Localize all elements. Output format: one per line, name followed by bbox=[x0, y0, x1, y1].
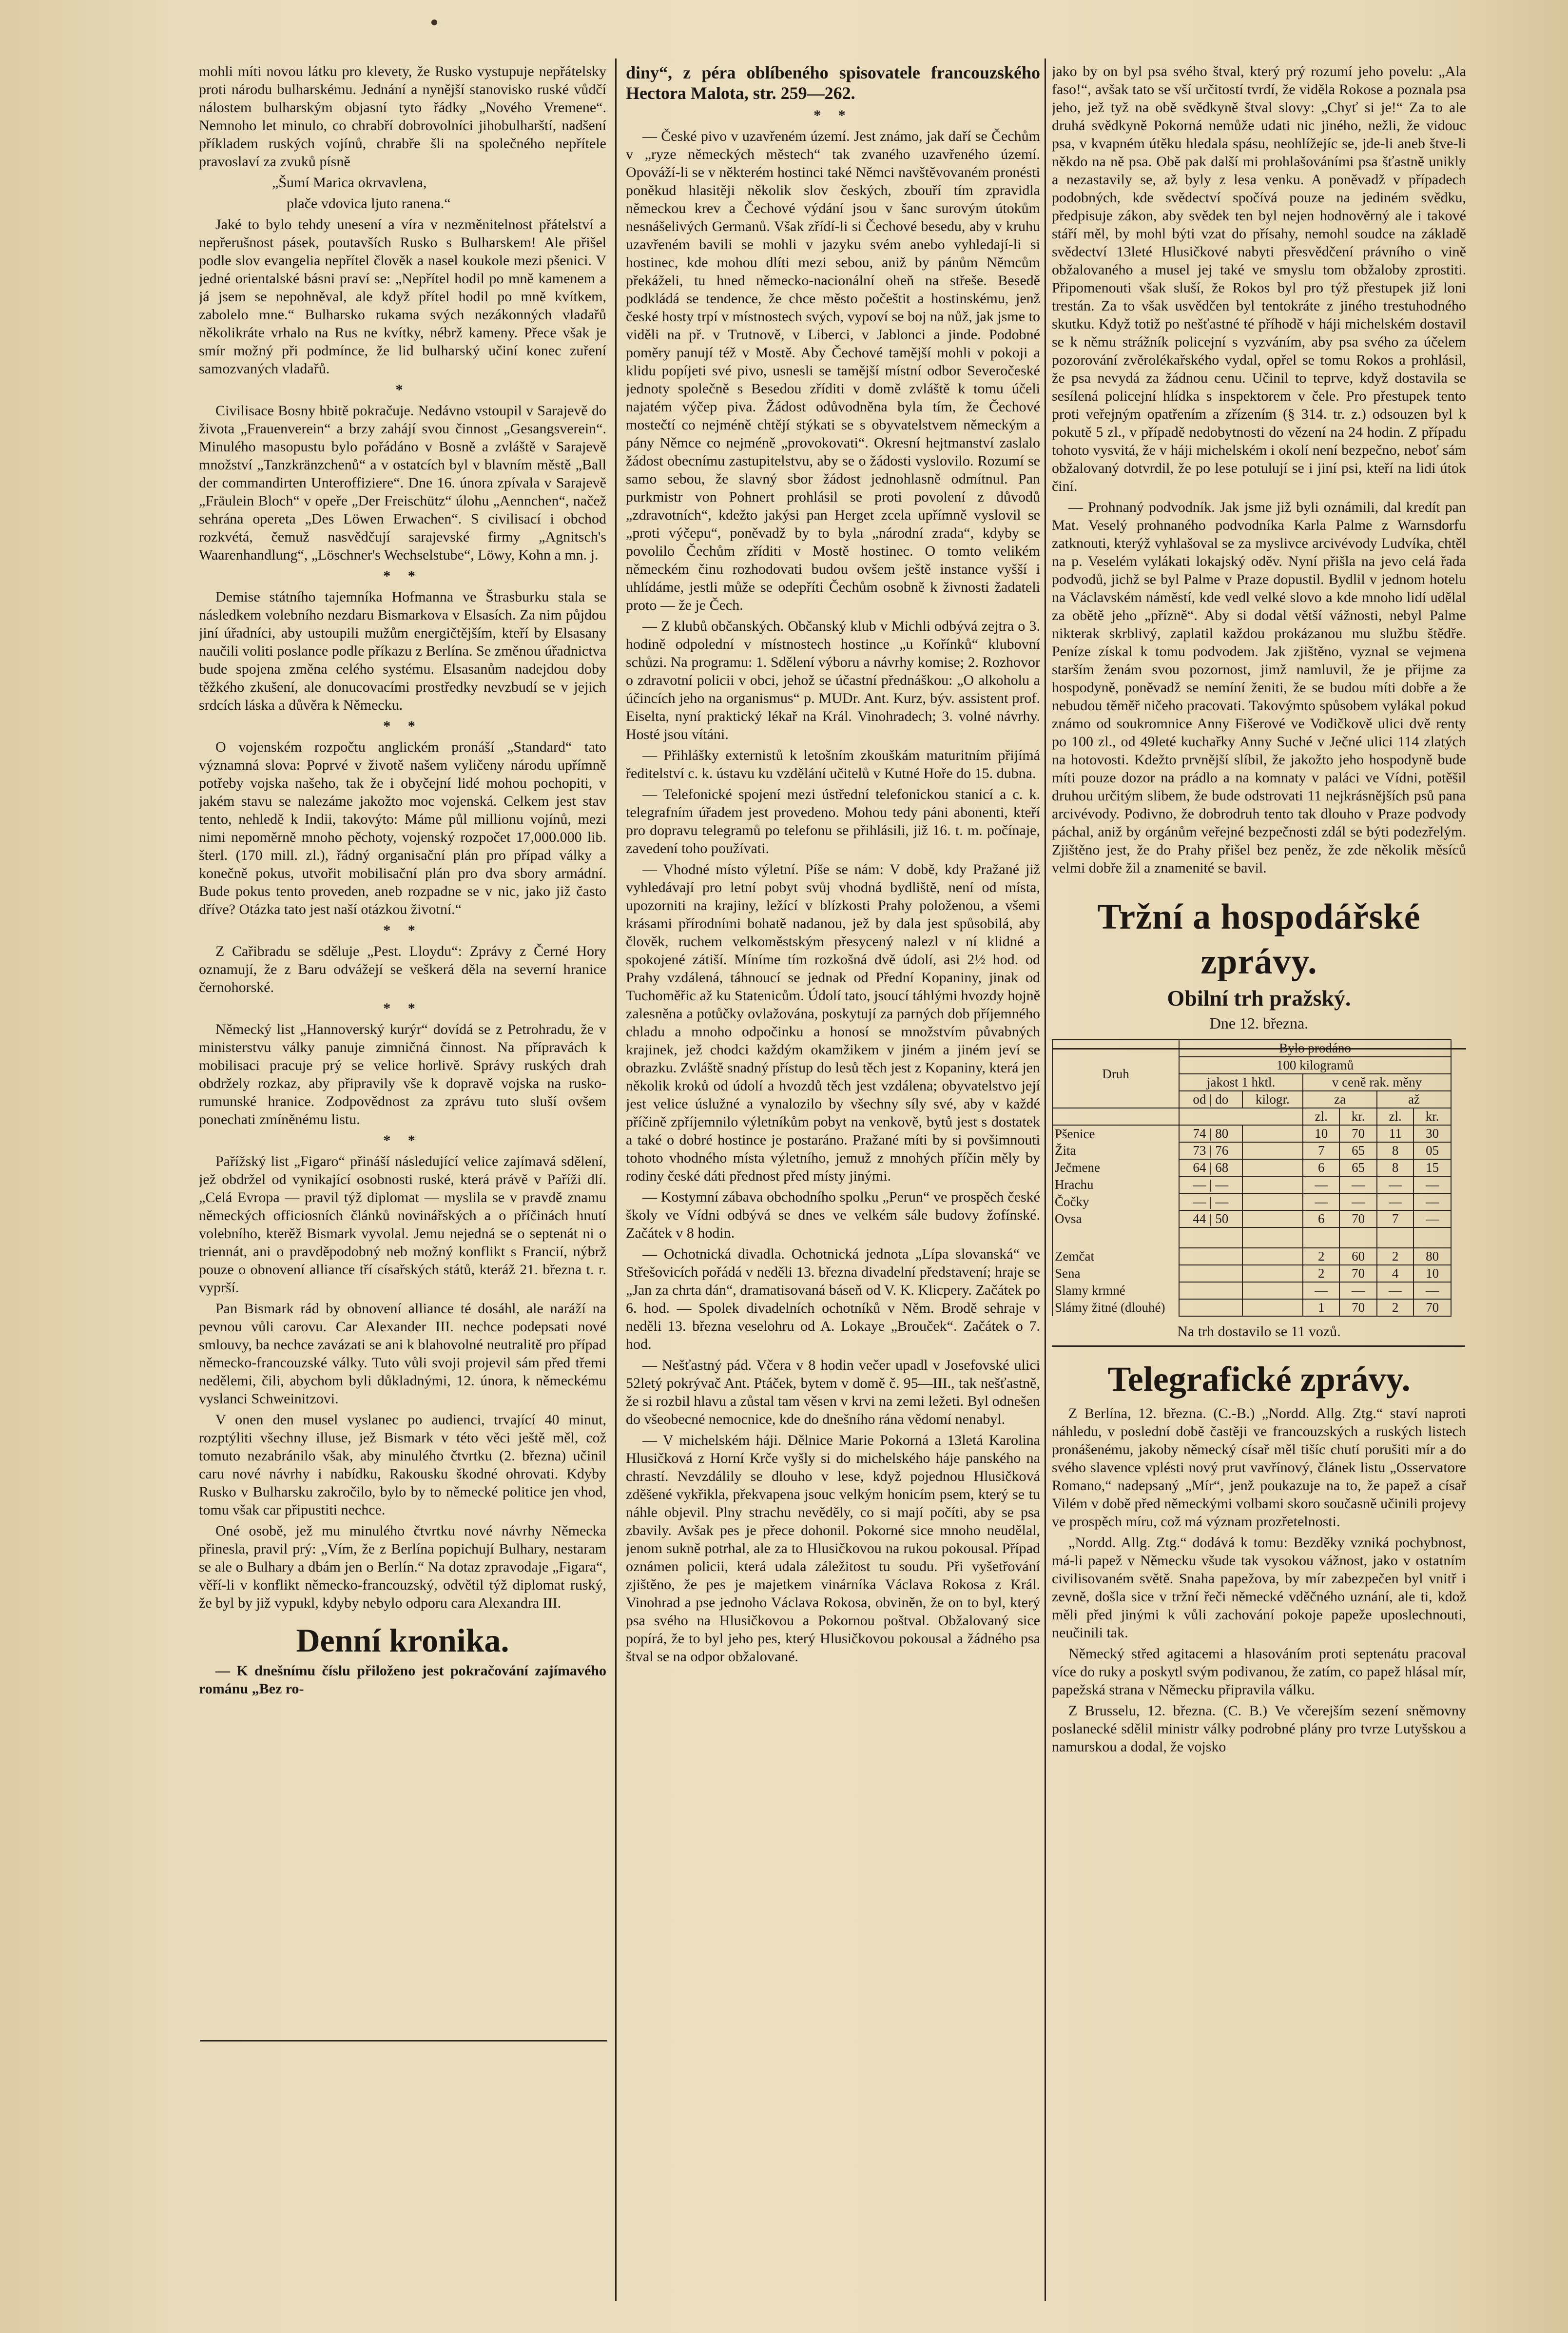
separator-asterisks: * * bbox=[383, 718, 422, 734]
article-nordd: „Nordd. Allg. Ztg.“ dodává k tomu: Bezděky vzniká pochybnost, má-li papež v Německu všude tak vysokou vážnost, jako v ostatním civilisovaném světě. Snaha papežova, by mír zabezpečen byl vnitř i zevně, došla sice v tržní řeči německé vděčného uznání, ale ti, kdož měli před jinými k vůli zachování pokoje papeže uposlechnouti, neučinili tak. bbox=[1052, 1535, 1466, 1641]
table-cell: 10 bbox=[1303, 1125, 1339, 1142]
article-hannover: Německý list „Hannoverský kurýr“ dovídá se z Petrohradu, že v ministerstvu války panuje zimničná činnost. Na přípravách k mobilisaci pracuje prý se velice horlivě. Správy ruských drah obdržely rozkaz, aby připravily vše k dopravě vojska na rusko-rumunské hranice. Zodpovědnost za zprávu tuto sluší ovšem ponechati zmíněnému listu. bbox=[199, 1021, 606, 1128]
article-divadla: — Ochotnická divadla. Ochotnická jednota „Lípa slovanská“ ve Střešovicích pořádá v neděli 13. března divadelní představení; hraje se „Jan za chrta dán“, dramatisovaná báseň od V. K. Klicpery. Začátek po 6. hod. — Spolek divadelních ochotníků v Něm. Brodě sehraje v neděli 13. března veselohru od A. Lokaye „Brouček“. Začátek o 7. hod. bbox=[626, 1246, 1040, 1352]
table-cell: — bbox=[1339, 1282, 1377, 1299]
column-2 bbox=[626, 62, 1040, 2285]
table-cell-value: 73 bbox=[1193, 1143, 1206, 1158]
table-cell: 6 bbox=[1303, 1159, 1339, 1176]
article-figaro: Pařížský list „Figaro“ přináší následující velice zajímavá sdělení, jež obdržel od vynikající osobnosti ruské, která právě v Paříži dlí. „Celá Evropa — pravil týž diplomat — myslila se v pravdě znamu německých officiosních článků novinářských a o příčinách hnutí volebního, kterěž Bismark vyvolal. Jemu nejedná se o septenát ni o triennát, ani o pravděpodobný neb možný konflikt s Francií, nýbrž pouze o obnovení alliance tří císařských států, kteráž 21. března t. r. vyprší. bbox=[199, 1153, 606, 1296]
article-stred: Německý střed agitacemi a hlasováním proti septenátu pracoval více do ruky a poskytl svým podivanou, že zatím, co papež hlásal mír, papežská strana v Německu připravila válku. bbox=[1052, 1646, 1466, 1698]
article-text: Oné osobě, jež mu minulého čtvrtku nové návrhy Německa přinesla, pravil prý: „Vím, že z Berlína popichují Bulhary, nestaram se ale o Bulhary a dbám jen o Berlín.“ Na dotaz zpravodaje „Figara“, věří-li v konflikt německo-francouzský, odvětil týž diplomat ruský, že byl by již vypukl, kdyby nebylo odporu cara Alexandra III. bbox=[199, 1523, 606, 1611]
table-cell: 15 bbox=[1413, 1159, 1451, 1176]
table-cell bbox=[1242, 1142, 1303, 1159]
table-cell-value: — bbox=[1193, 1194, 1206, 1209]
table-header: Bylo prodáno bbox=[1179, 1040, 1451, 1057]
article-text: Pan Bismark rád by obnovení alliance té dosáhl, ale naráží na pevnou vůli carovu. Car Alexander III. nechce podepsati nové smlouvy, ba nechce zavázati se ani k blahovolné neutralitě pro případ německo-francouzské války. Tuto vůli svoji projevil sám před třemi nedělemi, čili, abychom byli důkladnými, 12. února, k německému vyslanci Schweinitzovi. bbox=[199, 1301, 606, 1407]
table-cell-value: 50 bbox=[1215, 1211, 1229, 1226]
table-cell: — bbox=[1339, 1176, 1377, 1193]
table-cell-value: — bbox=[1193, 1177, 1206, 1192]
table-row bbox=[1052, 1193, 1451, 1210]
table-header: jakost 1 hktl. bbox=[1179, 1074, 1303, 1091]
table-cell: 8 bbox=[1377, 1159, 1413, 1176]
article-podvodnik: — Prohnaný podvodník. Jak jsme již byli oznámili, dal kredít pan Mat. Veselý prohnaného podvodníka Karla Palme z Warnsdorfu zatknouti, kterýž vyhlašoval se za myslivce arcivévody Ludvíka, chtěl na p. Veselém vylákati lokajský oděv. Nyní přišla na jevo celá řada podvodů, jichž se byl Palme v Praze dopustil. Bydlil v jednom hotelu na Václavském náměstí, kde vedl velké slovo a kde mnoho lidí udělal za obětě jeho „přízně“. Aby si dodal větší vážnosti, nebyl Palme nikterak skrblivý, zaplatil každou prokázanou mu službu štědře. Peníze získal k tomu podvodem. Jak zjištěno, vyznal se vejmena starším ženám svou pozornost, jimž namluvil, že je přijme za hospodyně, poněvadž se nemíní ženiti, že se budou míti dobře a že nebudou těměř ničeho pracovati. Takovýmto spůsobem vylákal pokud známo od soukromnice Anny Fišerové ve Vodičkově ulici dvě renty po 100 zl., od 49leté kuchařky Anny Suché v Ječné ulici 114 zlatých na hotovosti. Kdežto prvnější slíbil, že jakožto jeho hospodyně bude míti pouze dozor na prádlo a na komnaty v paláci ve Vídni, potěšil druhou určitým slibem, že bude odstrovati 11 nejkrásnějších psů pana arcivévody. Podivno, že dobrodruh tento tak dlouho v Praze podvody páchal, aniž by orgánům veřejné bezpečnosti zdál se býti podezřelým. Zjištěno jest, že do Prahy přišel bez peněz, že zde několik měsíců velmi dobře žil a znamenité se bavil. bbox=[1052, 499, 1466, 876]
table-cell bbox=[1242, 1159, 1303, 1176]
table-cell: 8 bbox=[1377, 1142, 1413, 1159]
article-text: jako by on byl psa svého štval, který prý rozumí jeho povelu: „Ala faso!“, avšak tato se vší určitostí tvrdí, že viděla Rokose a poznala psa jeho, jež tyž na obě svědkyně štval slovy: „Chyť si je!“ Za to ale druhá svědkyně Pokorná nemůže udati nic jiného, nežli, že vidouc psa, v kvapném útěku hledala spásu, neohlížejíc se, jde-li aneb štve-li někdo na ně psa. Obě pak další mi prohlašováními psa šťastně unikly a nezastavily se, až byly z lesa venku. A poněvadž v případech podobných, kde svědectví spočívá pouze na jediném svědku, předpisuje zákon, aby svědek ten byl nejen hodnověrný ale i takové stáří měl, by mohl býti vzat do přísahy, nemohl soudce na základě svědectví 13leté Hlusičkové nabyti přesvědčení právního o vině obžalovaného a musel jej také ve smyslu tom obžaloby zprostiti. Připomenouti však sluší, že Rokos byl pro týž přestupek již loni trestán. Za to však usvědčen byl tentokráte z jiného trestuhodného skutku. Když totiž po nešťastné té příhodě v háji michelském dostavil se k němu strážník policejní s vyzváním, aby psa svého za účelem pozorování zvěrolékařského vydal, opřel se tomu Rokos a prohlásil, že psa nevydá za žádnou cenu. Učinil to teprve, když dostavila se sesílená policejní hlídka s inspektorem v čele. Pro přestupek tento proti veřejným opatřením a zřízením (§ 314. tr. z.) odsouzen byl k pokutě 5 zl., v případě nedobytnosti do vězení na 24 hodin. Z případu tohoto vysvitá, že v háji michelském i okolí není bezpečno, neboť sám obžalovaný dotvrdil, že po lese potulují se i jiní psi, kteří na lidi útok činí. bbox=[1052, 63, 1466, 494]
table-cell: Pšenice bbox=[1052, 1125, 1179, 1142]
table-cell: 2 bbox=[1377, 1248, 1413, 1265]
section-title-trzni: Tržní a hospodářské zprávy. bbox=[1097, 897, 1421, 982]
article-pad: — Nešťastný pád. Včera v 8 hodin večer upadl v Josefovské ulici 52letý pokrývač Ant. Ptáček, bytem v domě č. 95—III., tak nešťastně, že si rozbil hlavu a zůstal tam věsen v krvi na zemi ležeti. Byl odnešen do všeobecné nemocnice, kde do dnešního rána vědomí nenabyl. bbox=[626, 1357, 1040, 1427]
table-cell: Ovsa bbox=[1052, 1210, 1179, 1227]
table-cell: 70 bbox=[1413, 1299, 1451, 1316]
article-hofmann: Demise státního tajemníka Hofmanna ve Štrasburku stala se následkem volebního nezdaru Bismarkova v Elsasích. Za nim půjdou jiní úřadníci, aby ustoupili mužům energičtějším, kteří by Elsasany naučili voliti poslance podle příkazu z Berlína. Se změnou úřadnictva bude spojena změna celého systému. Elsasanům nadejdou doby těžkého zkušení, ale donucovacími prostředky nevzbudí se v jejich srdcích láska a důvěra k Německu. bbox=[199, 589, 606, 713]
table-cell: — bbox=[1303, 1193, 1339, 1210]
table-cell-value: — bbox=[1215, 1194, 1229, 1209]
table-cell: 1 bbox=[1303, 1299, 1339, 1316]
table-header: zl. bbox=[1377, 1108, 1413, 1125]
column-1 bbox=[199, 62, 606, 2266]
table-cell bbox=[1179, 1248, 1242, 1265]
column-rule-2 bbox=[1045, 58, 1046, 2301]
separator-asterisks: * * bbox=[383, 922, 422, 938]
article-vyletni-misto: — Vhodné místo výletní. Píše se nám: V době, kdy Pražané již vyhledávají pro letní pobyt svůj vhodná bydliště, není od místa, upozorniti na krajiny, ležící v blízkosti Prahy položenou, a všemi krásami přírodními bohatě nadanou, jež by dala jest spůsobilá, aby člověk, ruchem velkoměstským přesycený nalezl v ní klidné a spokojené zátiší. Míníme tím rozkošná dvě údolí, asi 2½ hod. od Prahy vzdálená, táhnoucí se jednak od Přední Kopaniny, jinak od Tuchoměřic až ku Statenicům. Údolí tato, jsoucí táhlými hvozdy hojně zalesněna a potůčky ovlažována, poskytují za parných dob příjemného chladu a mnoho odpočinku a honosí se množstvím půvabných krajinek, jež chodci každým okamžikem v jiném a jiném jeví se obrazku. Zvláště snadný přístup do lesů těch jest z Kopaniny, která jen několik kroků od údolí a hvozdů těch jest vzdálena; obyvatelstvo její jest velice úslužné a vynalozilo by všechny síly své, aby v každé příčině zpříjemnilo výletníkům pobyt na venkově, bytů jest s dostatek a také o dobré hostince je postaráno. Pražané míti by si povšimnouti tohoto vhodného místa výletního, jemuž z mnohých příčin měly by rodiny české dáti přednost před místy jinými. bbox=[626, 861, 1040, 1184]
table-header bbox=[1052, 1108, 1179, 1125]
market-subtitle: Obilní trh pražský. bbox=[1167, 986, 1351, 1011]
table-cell: 65 bbox=[1339, 1142, 1377, 1159]
table-cell-value: 68 bbox=[1215, 1160, 1229, 1175]
section-title-telegraficke: Telegrafické zprávy. bbox=[1107, 1360, 1411, 1399]
article-telefon: — Telefonické spojení mezi ústřední telefonickou stanicí a c. k. telegrafním úřadem jest provedeno. Mohou tedy páni abonenti, kteří pro dopravu telegramů po telefonu se přihlásili, již 16. t. m. počínaje, zavedení toho používati. bbox=[626, 786, 1040, 856]
table-cell bbox=[1179, 1265, 1242, 1282]
table-cell bbox=[1242, 1125, 1303, 1142]
article-text: Jaké to bylo tehdy unesení a víra v nezměnitelnost přátelství a nepřerušnost pásek, poutavších Rusko s Bulharskem! Ale přišel podle slov evangelia nepřítel člověk a nasel koukole mezi pšenici. V jedné orientalské básni praví se: „Nepřítel hodil po mně kamenem a já jsem se nepohněval, ale když přítel hodil po mně kvítkem, zabolelo mne.“ Bulharsko rukama svých nezákonných vladařů několikráte vrhalo na Rus ne kvítky, nébrž kameny. Přece však je smír možný při podmínce, že lid bulharský učiní konec zuření samozvaných vladařů. bbox=[199, 216, 606, 377]
article-berlin: Z Berlína, 12. března. (C.-B.) „Nordd. Allg. Ztg.“ staví naproti náhledu, v poslední době častěji ve francouzských a ruských listech pronášenému, jakoby německý císař měl tišíc chutí porušiti mír a do svého slavence vplésti nový prut vavřínový, článek listu „Osservatore Romano,“ nadepsaný „Mír“, jenž poukazuje na to, že papež a císař Vilém v době před německými volbami skoro současně učinili projevy ve prospěch míru, což má význam prozřetelnosti. bbox=[1052, 1405, 1466, 1530]
table-cell: 74 | 80 bbox=[1179, 1125, 1242, 1142]
table-cell: Zemčat bbox=[1052, 1248, 1179, 1265]
table-cell: 2 bbox=[1303, 1248, 1339, 1265]
table-cell: 05 bbox=[1413, 1142, 1451, 1159]
article-michelsky-haj: — V michelském háji. Dělnice Marie Pokorná a 13letá Karolina Hlusičková z Horní Krče vyšly si do michelského háje panského na chrastí. Nevzdálily se dlouho v lese, když pojednou Hlusičková zděšené vykřikla, překvapena jsouc velkým honicím psem, který se tu náhle objevil. Plny strachu nevěděly, co si mají počíti, aby se psa zbavily. Avšak pes je přece dohonil. Pokorné sice mnoho neudělal, jenom sukně potrhal, ale za to Hlusičkovou na rukou pokousal. Případ oznámen policii, která udala záležitost tu soudu. Při vyšetřování zjištěno, že pes je majetkem vinárníka Václava Rokosa z Král. Vinohrad a pse jednoho Václava Rokosa, obviněn, že on to byl, který psa svého na Hlusičkovou a Pokornou poštval. Obžalovaný sice popírá, že to byl jeho pes, který Hlusičkovou pokousal a žádného psa štval se na odpor obžalované. bbox=[626, 1432, 1040, 1665]
table-header: až bbox=[1377, 1091, 1451, 1108]
table-cell-value: — bbox=[1215, 1177, 1229, 1192]
table-header bbox=[1179, 1108, 1303, 1125]
table-row bbox=[1052, 1142, 1451, 1159]
table-row bbox=[1052, 1248, 1451, 1265]
table-cell: 7 bbox=[1303, 1142, 1339, 1159]
separator-asterisks: * * bbox=[383, 1000, 422, 1016]
table-cell: — bbox=[1413, 1282, 1451, 1299]
column-3 bbox=[1052, 62, 1466, 2285]
table-cell: 65 bbox=[1339, 1159, 1377, 1176]
table-cell: 70 bbox=[1339, 1299, 1377, 1316]
table-cell: 10 bbox=[1413, 1265, 1451, 1282]
table-cell: — bbox=[1303, 1176, 1339, 1193]
article-prihlasky: — Přihlášky externistů k letošním zkouškám maturitním přijímá ředitelství c. k. ústavu ku vzdělání učitelů v Kutné Hoře do 15. dubna. bbox=[626, 747, 1040, 781]
table-row bbox=[1052, 1265, 1451, 1282]
table-cell: Žita bbox=[1052, 1142, 1179, 1159]
table-row bbox=[1052, 1176, 1451, 1193]
table-cell bbox=[1242, 1248, 1303, 1265]
table-cell: 2 bbox=[1377, 1299, 1413, 1316]
table-header: 100 kilogramů bbox=[1179, 1057, 1451, 1074]
table-header: od | do bbox=[1179, 1091, 1242, 1108]
table-cell-value: 80 bbox=[1215, 1126, 1229, 1141]
separator-asterisks: * * bbox=[383, 1132, 422, 1148]
table-cell: 30 bbox=[1413, 1125, 1451, 1142]
market-note: Na trh dostavilo se 11 vozů. bbox=[1177, 1323, 1341, 1340]
table-cell: — bbox=[1413, 1176, 1451, 1193]
table-row bbox=[1052, 1125, 1451, 1142]
table-header: za bbox=[1303, 1091, 1377, 1108]
separator-asterisk: * bbox=[395, 382, 410, 398]
article-ceske-pivo: — České pivo v uzavřeném území. Jest známo, jak daří se Čechům v „ryze německých městech“ tak zvaného uzavřeného území. Opováží-li se v některém hostinci také Němci navštěvovaném pronésti poněkud hlasitěji několik slov českých, zbouří tím zpravidla německou krev a Čechové výdání jsou v šanc surovým útokům nesnášelivých Germanů. Však zřídí-li si Čechové besedu, aby v kruhu uzavřeném bavili se mohli v jazyku svém anebo vyhledají-li si hostinec, kde mohou dlíti mezi sebou, aniž by pánům Němcům překáželi, tu hned německo-nacionální oheň na střeše. Besedě podkládá se tendence, že chce město počeštit a hostinskému, jenž české hosty trpí v místnostech svých, vypoví se boj na nůž, jak jsme to viděli na př. v Trutnově, v Liberci, v Jablonci a jinde. Podobné poměry panují též v Mostě. Aby Čechové tamější mohli v pokoji a klidu popíjeti své pivo, usnesli se tamější místní odbor Severočeské jednoty společně s Besedou zříditi v domě zvláště k tomu účeli najatém výčep piva. Žádost odůvodněna byla tím, že Čechové mostečtí co nejméně chtějí stýkati se s obyvatelstvem německým a pány Němce co nejméně „provokovati“. Okresní hejtmanství zaslalo žádost obecnímu zastupitelstvu, aby se o žádosti vyslovilo. Rozumí se samo sebou, že slavný sbor žádost jednohlasně odmítnul. Pan purkmistr von Pohnert prohlásil se proti povolení z důvodů „zdravotních“, kdežto jakýsi pan Herget zcela upřímně vyslovil se „proti výčepu“, poněvadž by to byla „národní zrada“, kdyby se povolilo Čechům zříditi v Mostě hostinec. O tomto velikém německém činu rozhodovati budou ovšem ještě instance vyšší i uhlídáme, jestli může se odepříti Čechům osobně k živnosti žadateli proto — že je Čech. bbox=[626, 128, 1040, 613]
table-cell: 4 bbox=[1377, 1265, 1413, 1282]
table-cell bbox=[1242, 1193, 1303, 1210]
table-cell: Čočky bbox=[1052, 1193, 1179, 1210]
table-cell: 70 bbox=[1339, 1265, 1377, 1282]
table-cell bbox=[1179, 1299, 1242, 1316]
article-text: mohli míti novou látku pro klevety, že Rusko vystupuje nepřátelsky proti národu bulharskému. Jednání a nynější stanovisko ruské vůdčí nálostem bulharským objasní tyto řádky „Nového Vremene“. Nemnoho let minulo, co chrabří dobrovolníci jihobulharští, nadšení příkladem ruských vojínů, chrabře šli na společného nepřítele pravoslaví za zvuků písně bbox=[199, 63, 606, 170]
table-cell bbox=[1242, 1210, 1303, 1227]
article-text: diny“, z péra oblíbeného spisovatele francouzského Hectora Malota, str. 259—262. bbox=[626, 63, 1040, 103]
table-cell bbox=[1242, 1299, 1303, 1316]
table-cell: — bbox=[1377, 1176, 1413, 1193]
table-header: kr. bbox=[1339, 1108, 1377, 1125]
separator-asterisks: * * bbox=[813, 107, 852, 123]
table-cell: 64 | 68 bbox=[1179, 1159, 1242, 1176]
table-cell: — bbox=[1339, 1193, 1377, 1210]
table-cell: 2 bbox=[1303, 1265, 1339, 1282]
table-cell: — bbox=[1413, 1193, 1451, 1210]
separator-asterisks: * * bbox=[383, 568, 422, 584]
table-cell: 6 bbox=[1303, 1210, 1339, 1227]
article-brussel: Z Brusselu, 12. března. (C. B.) Ve včerejším sezení sněmovny poslanecké sdělil ministr války podrobné plány pro tvrze Lutyšskou a namurskou a dodal, že vojsko bbox=[1052, 1703, 1466, 1755]
table-cell: 11 bbox=[1377, 1125, 1413, 1142]
table-cell bbox=[1242, 1176, 1303, 1193]
table-cell: — bbox=[1413, 1210, 1451, 1227]
section-title-denni-kronika: Denní kronika. bbox=[296, 1622, 509, 1659]
table-cell: — bbox=[1377, 1282, 1413, 1299]
table-cell: — bbox=[1377, 1193, 1413, 1210]
poem-line: „Šumí Marica okrvavlena, bbox=[272, 175, 427, 191]
table-header: kr. bbox=[1413, 1108, 1451, 1125]
table-cell: 70 bbox=[1339, 1125, 1377, 1142]
table-cell: — | — bbox=[1179, 1176, 1242, 1193]
table-cell bbox=[1179, 1282, 1242, 1299]
table-cell: 70 bbox=[1339, 1210, 1377, 1227]
table-header: zl. bbox=[1303, 1108, 1339, 1125]
grain-price-table bbox=[1052, 1039, 1452, 1317]
table-row bbox=[1052, 1299, 1451, 1316]
table-cell bbox=[1242, 1265, 1303, 1282]
table-cell-value: 74 bbox=[1193, 1126, 1206, 1141]
article-text: — K dnešnímu číslu přiloženo jest pokračování zajímavého románu „Bez ro- bbox=[199, 1663, 606, 1697]
article-caribrod: Z Cařibradu se sděluje „Pest. Lloydu“: Zprávy z Černé Hory oznamují, že z Baru odvážejí se veškerá děla na severní hranice černohorské. bbox=[199, 943, 606, 995]
table-cell: Hrachu bbox=[1052, 1176, 1179, 1193]
market-date: Dne 12. března. bbox=[1209, 1014, 1309, 1032]
table-cell-value: 76 bbox=[1215, 1143, 1229, 1158]
table-cell: 7 bbox=[1377, 1210, 1413, 1227]
table-cell bbox=[1242, 1282, 1303, 1299]
article-civilisace-bosny: Civilisace Bosny hbitě pokračuje. Nedávno vstoupil v Sarajevě do života „Frauenverein“ a brzy zahájí svou činnost „Gesangsverein“. Minulého masopustu bylo pořádáno v Bosně a zvláště v Sarajevě množství „Tanzkränzchenů“ a v ostatcích byl v blavním městě „Ball der commandirten Unteroffiziere“. Dne 16. února zpívala v Sarajevě „Fräulein Bloch“ v opeře „Der Freischütz“ úlohu „Aennchen“, načež sehrána opereta „Des Löwen Erwachen“. S civilisací i obchod rozkvétá, čemuž nasvědčují sarajevské firmy „Agnitsch's Waarenhandlung“, „Löschner's Wechselstube“, Löwy, Kohn a mn. j. bbox=[199, 403, 606, 563]
table-cell: Slámy žitné (dlouhé) bbox=[1052, 1299, 1179, 1316]
article-anglicky-rozpocet: O vojenském rozpočtu anglickém pronáší „Standard“ tato významná slova: Poprvé v životě našem vyličeny národu upřímně potřeby vojska našeho, tak že i obyčejní lidé mohou pochopiti, v jakém stavu se nalezáme jakožto moc vojenská. Celkem jest stav tentо, nehledě k Indii, takovýto: Máme půl millionu vojínů, mezi nimi nepoměrně mnoho pěchoty, vojenský rozpočet 17,000.000 lib. šterl. (170 mill. zl.), řádný organisační plán pro případ války a konečně pokus, utvořit mobilisační plán pro dva sbory armádní. Bude pokus tento proveden, aneb rozpadne se v nic, jako již častо dříve? Otázka tato jest naší otázkou životní.“ bbox=[199, 739, 606, 917]
article-text: V onen den musel vyslanec po audienci, trvající 40 minut, rozptýliti všechny illuse, jež Bismark v této věci ještě měl, což tomuto nezabránilo však, aby minulého čtvrtku (2. března) učinil caru nové návrhy i nabídku, Rakousku škodné ohrovati. Kdyby Rusko v Bulharsku zakročilo, bylo by to německé politice jen vhod, tomu však car připustiti nechce. bbox=[199, 1412, 606, 1518]
binding-dot bbox=[431, 19, 437, 25]
table-cell: — bbox=[1303, 1282, 1339, 1299]
article-perun: — Kostymní zábava obchodního spolku „Perun“ ve prospěch české školy ve Vídni odbývá se dnes ve velkém sále budovy žofínské. Začátek v 8 hodin. bbox=[626, 1189, 1040, 1241]
column-rule-1 bbox=[615, 58, 617, 2301]
table-cell-value: 44 bbox=[1193, 1211, 1206, 1226]
poem-line: plače vdovica ljuto ranena.“ bbox=[287, 195, 451, 212]
table-cell: — | — bbox=[1179, 1193, 1242, 1210]
table-cell: 80 bbox=[1413, 1248, 1451, 1265]
table-cell: 44 | 50 bbox=[1179, 1210, 1242, 1227]
section-rule-telegraf bbox=[1052, 1345, 1465, 1347]
table-cell: 73 | 76 bbox=[1179, 1142, 1242, 1159]
table-row bbox=[1052, 1282, 1451, 1299]
article-kluby: — Z klubů občanských. Občanský klub v Michli odbývá zejtra o 3. hodině odpolední v místnostech hostince „u Kořínků“ klubovní schůzi. Na programu: 1. Sdělení výboru a návrhy komise; 2. Rozhovor o zdravotní policii v obci, jehož se účastní přednáškou: „O alkoholu a účincích jeho na organismus“ p. MUDr. Ant. Kurz, býv. assistent prof. Eiselta, nyní praktický lékař na Král. Vinohradech; 3. volné návrhy. Hosté jsou vítáni. bbox=[626, 618, 1040, 742]
table-cell: 60 bbox=[1339, 1248, 1377, 1265]
table-cell: Ječmene bbox=[1052, 1159, 1179, 1176]
table-header: Druh bbox=[1052, 1040, 1179, 1108]
table-cell-value: 64 bbox=[1193, 1160, 1206, 1175]
table-row bbox=[1052, 1159, 1451, 1176]
table-header: kilogr. bbox=[1242, 1091, 1303, 1108]
table-row bbox=[1052, 1210, 1451, 1227]
table-cell: Sena bbox=[1052, 1265, 1179, 1282]
table-cell: Slamy krmné bbox=[1052, 1282, 1179, 1299]
table-header: v ceně rak. měny bbox=[1303, 1074, 1451, 1091]
